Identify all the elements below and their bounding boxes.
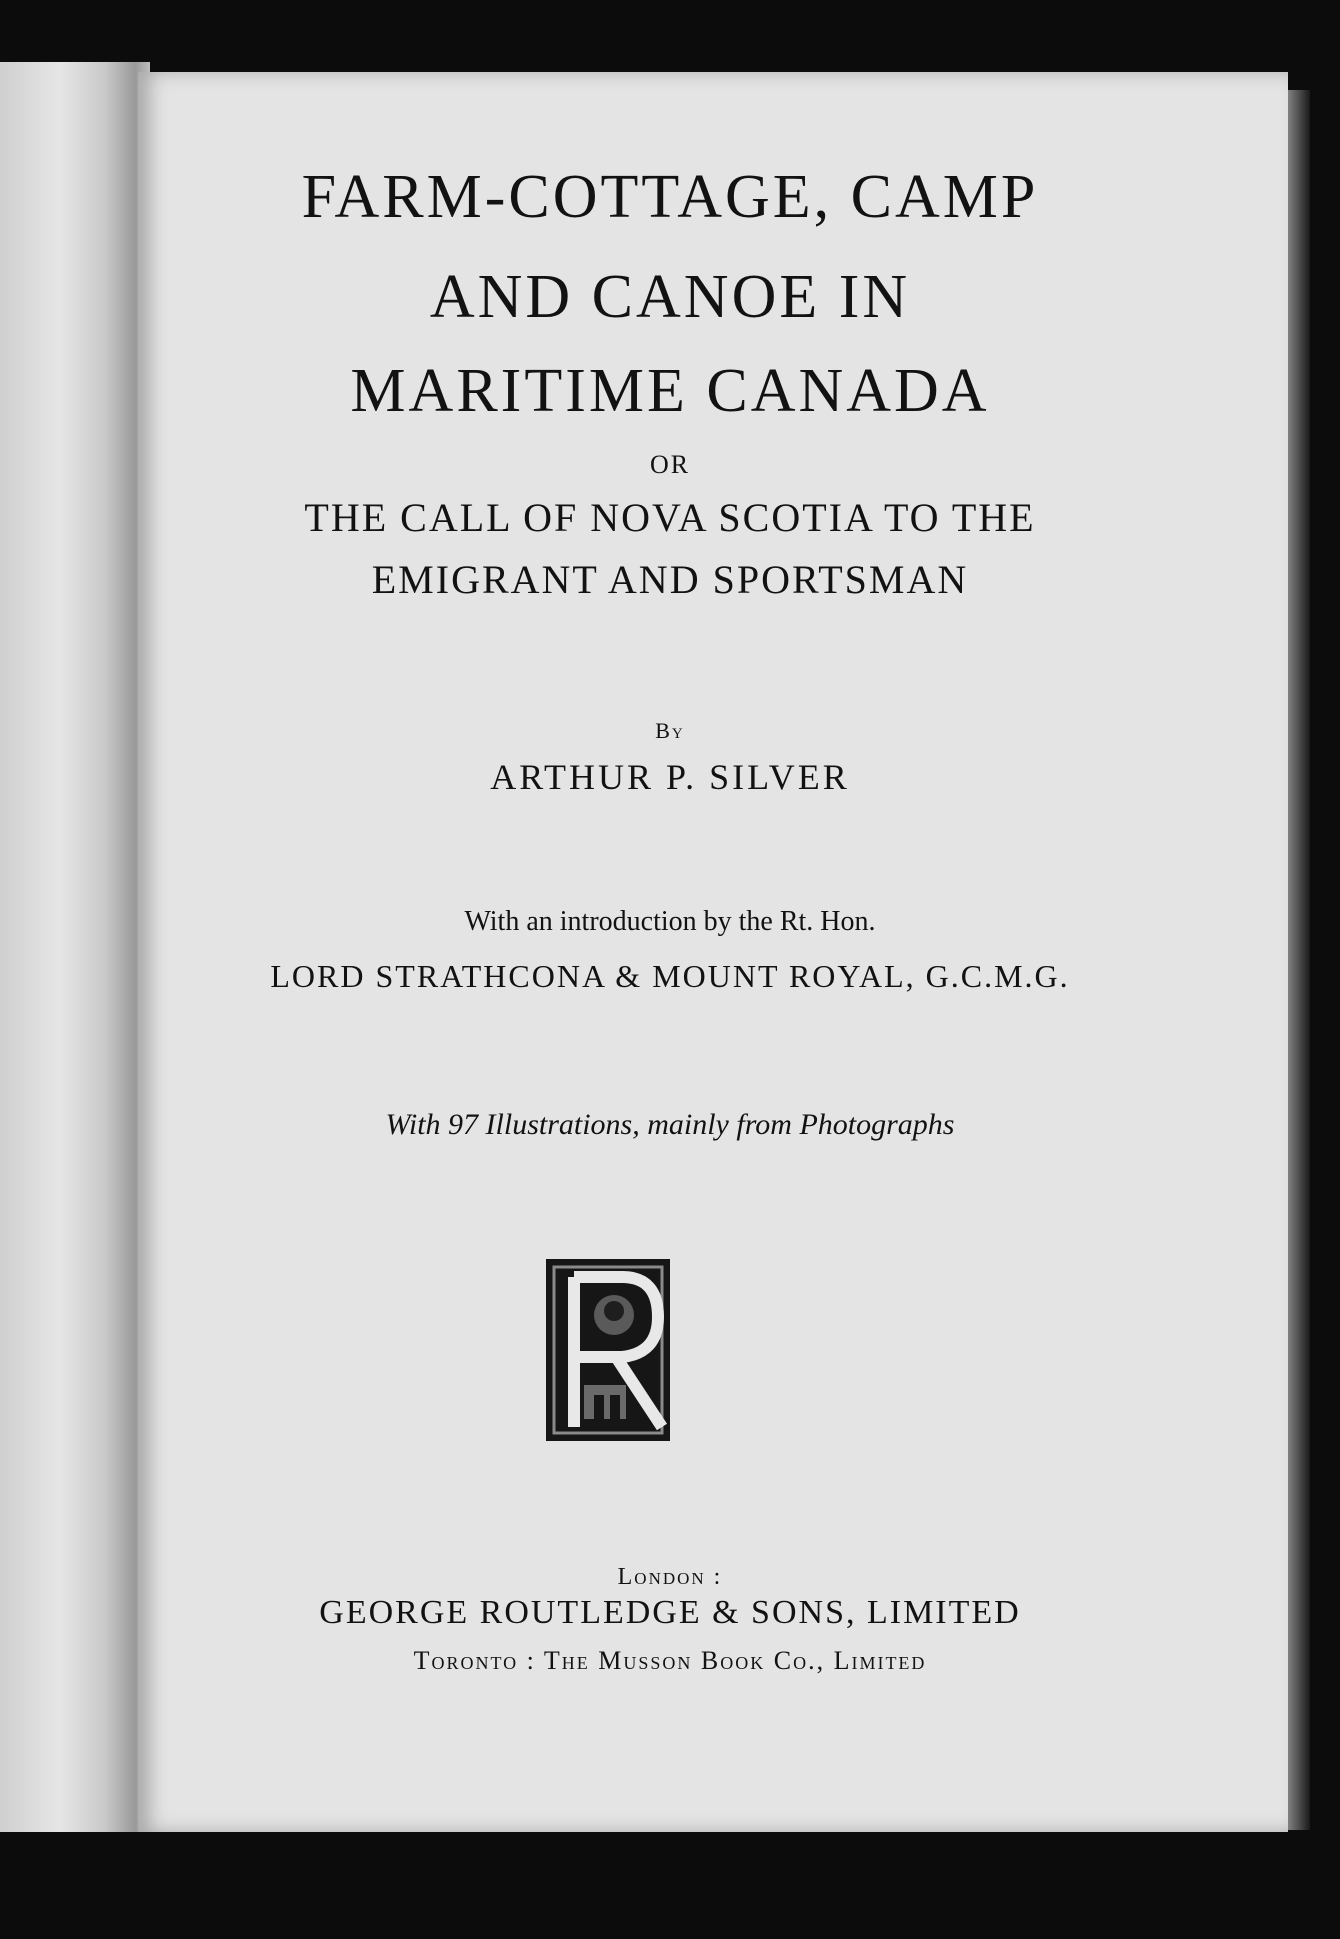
title-line-2: AND CANOE IN [429,263,911,331]
illustrations-note: With 97 Illustrations, mainly from Photographs [385,1108,955,1141]
subtitle-line-1: THE CALL OF NOVA SCOTIA TO THE [304,495,1036,540]
imprint-publisher: GEORGE ROUTLEDGE & SONS, LIMITED [319,1594,1021,1631]
title-line-1: FARM-COTTAGE, CAMP [301,163,1039,231]
introduction-author: LORD STRATHCONA & MOUNT ROYAL, G.C.M.G. [270,958,1070,994]
subtitle-line-2: EMIGRANT AND SPORTSMAN [371,557,969,602]
title-line-3: MARITIME CANADA [350,357,990,425]
author-name: ARTHUR P. SILVER [490,757,850,797]
publisher-monogram-r-icon [540,1255,678,1447]
introduction-line: With an introduction by the Rt. Hon. [464,906,876,937]
imprint-city: London : [617,1564,723,1590]
by-label: By [655,718,685,743]
or-separator: OR [649,450,691,479]
imprint-toronto: Toronto : The Musson Book Co., Limited [413,1646,927,1675]
